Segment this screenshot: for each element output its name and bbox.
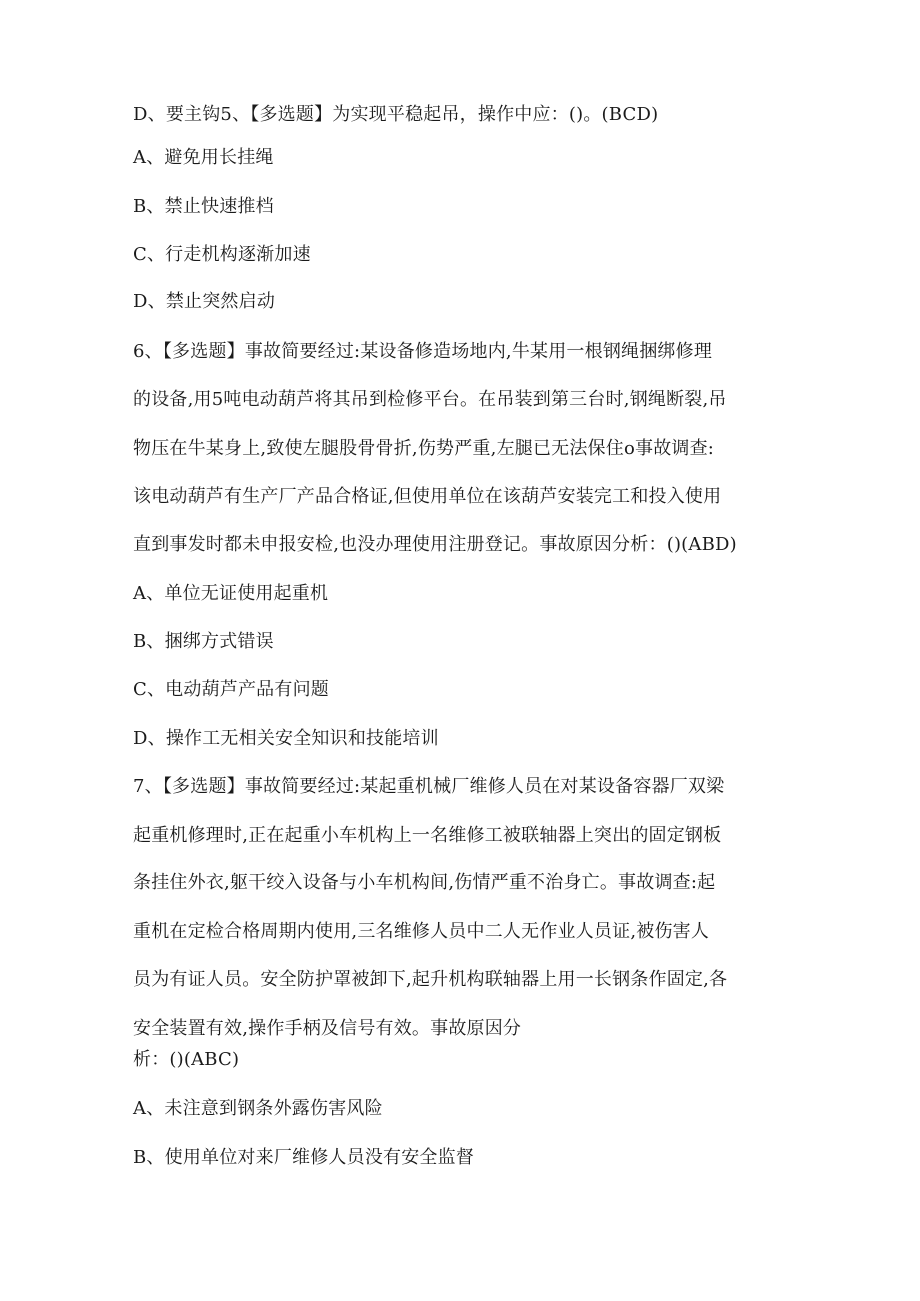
q7-option-b: B、使用单位对来厂维修人员没有安全监督	[133, 1147, 475, 1168]
q6-stem-line-4: 该电动葫芦有生产厂产品合格证,但使用单位在该葫芦安装完工和投入使用	[133, 486, 722, 507]
q6-option-d: D、操作工无相关安全知识和技能培训	[133, 728, 439, 749]
q6-stem-line-1: 6、【多选题】事故简要经过:某设备修造场地内,牛某用一根钢绳捆绑修理	[133, 341, 713, 362]
q6-option-c: C、电动葫芦产品有问题	[133, 679, 329, 700]
q7-stem-line-2: 起重机修理时,正在起重小车机构上一名维修工被联轴器上突出的固定钢板	[133, 825, 722, 846]
q6-stem-line-3: 物压在牛某身上,致使左腿股骨骨折,伤势严重,左腿已无法保住o事故调查:	[133, 438, 715, 459]
q5-option-b: B、禁止快速推档	[133, 196, 274, 217]
q5-option-d: D、禁止突然启动	[133, 291, 276, 312]
q6-option-a: A、单位无证使用起重机	[133, 583, 329, 604]
q7-stem-line-5: 员为有证人员。安全防护罩被卸下,起升机构联轴器上用一长钢条作固定,各	[133, 969, 728, 990]
q7-stem-line-7: 析：()(ABC)	[133, 1049, 240, 1070]
q6-stem-line-2: 的设备,用5吨电动葫芦将其吊到检修平台。在吊装到第三台时,钢绳断裂,吊	[133, 389, 727, 410]
q5-option-c: C、行走机构逐渐加速	[133, 244, 311, 265]
q7-stem-line-1: 7、【多选题】事故简要经过:某起重机械厂维修人员在对某设备容器厂双梁	[133, 776, 725, 797]
q5-tail-and-q5-stem: D、要主钩5、【多选题】为实现平稳起吊，操作中应：()。(BCD)	[133, 104, 659, 125]
q6-option-b: B、捆绑方式错误	[133, 631, 274, 652]
q7-stem-line-3: 条挂住外衣,躯干绞入设备与小车机构间,伤情严重不治身亡。事故调查:起	[133, 872, 716, 893]
q6-stem-line-5: 直到事发时都未申报安检,也没办理使用注册登记。事故原因分析：()(ABD)	[133, 534, 737, 555]
q5-option-a: A、避免用长挂绳	[133, 147, 274, 168]
q7-option-a: A、未注意到钢条外露伤害风险	[133, 1098, 383, 1119]
q7-stem-line-6: 安全装置有效,操作手柄及信号有效。事故原因分	[133, 1018, 522, 1039]
q7-stem-line-4: 重机在定检合格周期内使用,三名维修人员中二人无作业人员证,被伤害人	[133, 921, 710, 942]
